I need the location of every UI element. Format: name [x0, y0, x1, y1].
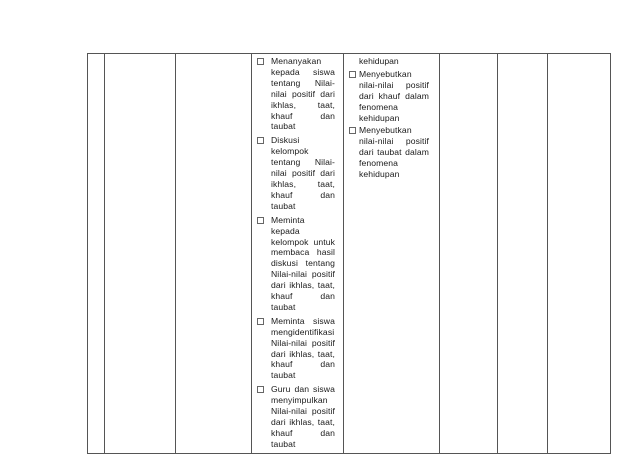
indicator-text: Menyebutkan nilai-nilai positif dari taubat dalam fenomena kehidupan [359, 125, 429, 180]
list-item [257, 135, 335, 211]
list-item [257, 384, 335, 449]
continued-text: kehidupan [359, 56, 399, 66]
indicator-text: Menyebutkan nilai-nilai positif dari khauf dalam fenomena kehidupan [359, 68, 429, 123]
checkbox-bullet-icon [257, 217, 264, 224]
indicators-cell [344, 54, 440, 454]
activity-text: Menanyakan kepada siswa tentang Nilai-nilai positif dari ikhlas, taat, khauf dan taubat [271, 56, 335, 132]
checkbox-bullet-icon [257, 137, 264, 144]
activity-text: Diskusi kelompok tentang Nilai-nilai positif dari ikhlas, taat, khauf dan taubat [271, 135, 335, 211]
table-row [88, 54, 611, 454]
learning-source-cell [548, 54, 611, 454]
activity-text: Meminta siswa mengidentifikasi Nilai-nilai positif dari ikhlas, taat, khauf dan taubat [271, 315, 335, 381]
learning-activities-cell [252, 54, 344, 454]
activity-text: Meminta kepada kelompok untuk membaca hasil diskusi tentang Nilai-nilai positif dari ikhlas, taat, khauf dan taubat [271, 214, 335, 312]
assessment-cell [440, 54, 498, 454]
time-allocation-cell [498, 54, 548, 454]
list-item [257, 56, 335, 132]
lesson-plan-table [87, 53, 611, 454]
number-cell [88, 54, 105, 454]
indicators-list [349, 69, 435, 180]
checkbox-bullet-icon [349, 127, 356, 134]
checkbox-bullet-icon [349, 71, 356, 78]
list-item [257, 215, 335, 313]
list-item [349, 125, 435, 180]
checkbox-bullet-icon [257, 386, 264, 393]
activities-list [257, 56, 335, 450]
material-cell [176, 54, 252, 454]
list-item [349, 69, 435, 124]
checkbox-bullet-icon [257, 318, 264, 325]
competency-cell [105, 54, 176, 454]
list-item [257, 316, 335, 381]
activity-text: Guru dan siswa menyimpulkan Nilai-nilai positif dari ikhlas, taat, khauf dan taubat [271, 384, 335, 449]
checkbox-bullet-icon [257, 58, 264, 65]
